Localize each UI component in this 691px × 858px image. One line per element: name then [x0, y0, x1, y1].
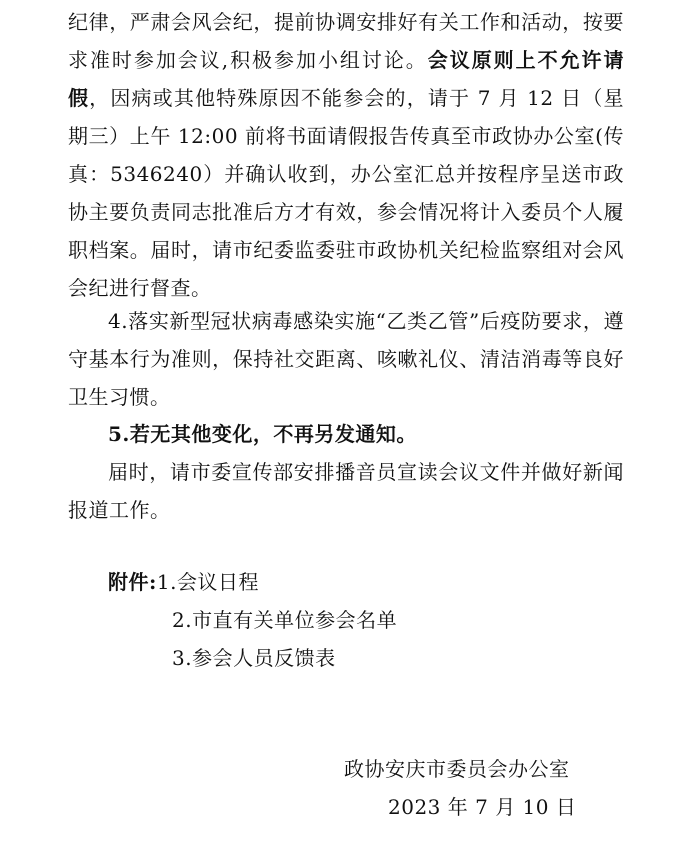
signature-date: 2023 年 7 月 10 日 — [388, 795, 577, 819]
attachment-row-1 — [108, 563, 259, 601]
leave-procedure-text: ，因病或其他特殊原因不能参会的，请于 7 月 12 日（星期三）上午 12:00 前将书面请假报告传真至市政协办公室(传真：5346240）并确认收到，办公室汇总并按程序呈送市政协主要负责同志批准后方才有效，参会情况将计入委员个人履职档案。届时，请市纪委监委驻市政协机关纪检监察组对会风会纪进行督查。 — [68, 86, 624, 300]
attachment-item-1: 1.会议日程 — [156, 570, 259, 594]
attachment-label: 附件: — [108, 570, 157, 594]
epidemic-text: 4.落实新型冠状病毒感染实施“乙类乙管”后疫防要求，遵守基本行为准则，保持社交距离、咳嗽礼仪、清洁消毒等良好卫生习惯。 — [68, 309, 624, 409]
press-text: 届时，请市委宣传部安排播音员宣读会议文件并做好新闻报道工作。 — [68, 460, 624, 522]
body-paragraph-no-notice — [68, 415, 624, 453]
body-paragraph-meeting-discipline — [68, 3, 624, 307]
body-paragraph-epidemic — [68, 302, 624, 416]
body-paragraph-press — [68, 453, 624, 529]
no-leave-rule: 会议原则上不允许请假 — [68, 48, 625, 110]
attachment-item-2: 2.市直有关单位参会名单 — [172, 608, 398, 632]
no-further-notice-text: 5.若无其他变化，不再另发通知。 — [108, 422, 417, 446]
signature-org: 政协安庆市委员会办公室 — [344, 757, 570, 781]
attachment-item-3: 3.参会人员反馈表 — [172, 646, 336, 670]
discipline-text: 纪律，严肃会风会纪，提前协调安排好有关工作和活动，按要求准时参加会议,积极参加小组讨论。 — [68, 10, 624, 72]
